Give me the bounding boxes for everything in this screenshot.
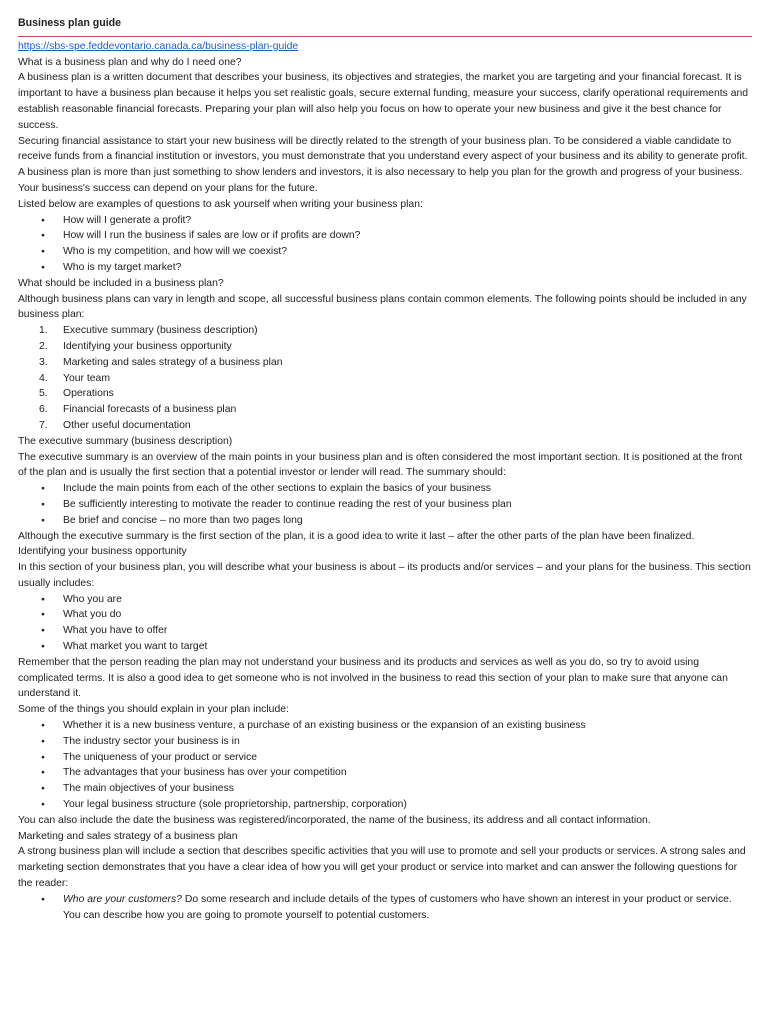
- list-emphasis: Who are your customers?: [63, 893, 182, 905]
- list-item: [18, 323, 752, 339]
- list-item: ● Who is my competition, and how will we coexist?: [18, 244, 752, 260]
- list-text: Your team: [63, 372, 110, 384]
- list-number: 7.: [39, 419, 48, 431]
- list-item: ● Your legal business structure (sole proprietorship, partnership, corporation): [18, 797, 752, 813]
- list-number: 3.: [39, 356, 48, 368]
- heading-business-opportunity: Identifying your business opportunity: [18, 546, 187, 558]
- list-item: [18, 371, 752, 387]
- list-item: ● What you have to offer: [18, 623, 752, 639]
- list-item: ● Who you are: [18, 592, 752, 608]
- paragraph: A strong business plan will include a section that describes specific activities that you will use to promote and sell your products or services. A strong sales and marketing section demonstrates that you have a clear idea of how you will get your product or service into market and can answer the following questions for the reader:: [18, 846, 746, 890]
- numbered-list-sections: [18, 323, 752, 434]
- list-number: 2.: [39, 340, 48, 352]
- list-item: ● Be brief and concise – no more than two pages long: [18, 513, 752, 529]
- list-item: [18, 892, 752, 924]
- list-item: ● What market you want to target: [18, 639, 752, 655]
- bullet-list-includes: [18, 592, 752, 655]
- list-item: [18, 402, 752, 418]
- bullet-list-questions: [18, 213, 752, 276]
- list-number: 6.: [39, 404, 48, 416]
- list-item: ● What you do: [18, 607, 752, 623]
- list-text: Marketing and sales strategy of a business plan: [63, 356, 283, 368]
- paragraph: A business plan is more than just something to show lenders and investors, it is also necessary to help you plan for the growth and progress of your business. Your business's success can depend on your plans for the future.: [18, 167, 743, 194]
- list-text: Do some research and include details of the types of customers who have shown an interest in your product or service. You can describe how you are going to promote yourself to potential customers.: [63, 893, 732, 921]
- bullet-list-summary: [18, 481, 752, 528]
- list-item: ● The main objectives of your business: [18, 781, 752, 797]
- document-page: [18, 16, 752, 923]
- list-number: 5.: [39, 388, 48, 400]
- paragraph: Although the executive summary is the first section of the plan, it is a good idea to write it last – after the other parts of the plan have been finalized.: [18, 530, 695, 542]
- paragraph: A business plan is a written document that describes your business, its objectives and strategies, the market you are targeting and your financial forecast. It is important to have a business plan because it helps you set realistic goals, secure external funding, measure your success, clarify operational requirements and establish reasonable financial forecasts. Preparing your plan will also help you focus on how to operate your new business and give it the best chance for success.: [18, 72, 749, 131]
- list-text: Identifying your business opportunity: [63, 340, 232, 352]
- paragraph: Remember that the person reading the plan may not understand your business and its products and services as well as you do, so try to avoid using complicated terms. It is also a good idea to get someone who is not involved in the business to read this section of your plan to make sure that anyone can understand it.: [18, 656, 728, 700]
- list-item: ● The advantages that your business has over your competition: [18, 765, 752, 781]
- paragraph: Securing financial assistance to start your new business will be directly related to the strength of your business plan. To be considered a viable candidate to receive funds from a financial institution or investors, you must demonstrate that you understand every aspect of your business and its ability to generate profit.: [18, 135, 748, 163]
- paragraph: You can also include the date the business was registered/incorporated, the name of the business, its address and all contact information.: [18, 814, 651, 826]
- paragraph: Some of the things you should explain in your plan include:: [18, 704, 289, 716]
- list-item: [18, 418, 752, 434]
- list-text: Financial forecasts of a business plan: [63, 404, 237, 416]
- list-item: ● Whether it is a new business venture, a purchase of an existing business or the expansion of an existing business: [18, 718, 752, 734]
- list-item: ● How will I generate a profit?: [18, 213, 752, 229]
- list-item: ● The industry sector your business is in: [18, 734, 752, 750]
- list-item: [18, 386, 752, 402]
- heading-what-is: What is a business plan and why do I need one?: [18, 56, 242, 68]
- paragraph: Listed below are examples of questions to ask yourself when writing your business plan:: [18, 198, 423, 210]
- list-item: ● Include the main points from each of the other sections to explain the basics of your business: [18, 481, 752, 497]
- list-text: Operations: [63, 388, 114, 400]
- heading-executive-summary: The executive summary (business description): [18, 435, 233, 447]
- guide-link[interactable]: https://sbs-spe.feddevontario.canada.ca/business-plan-guide: [18, 40, 299, 52]
- document-title: Business plan guide: [18, 16, 752, 37]
- bullet-list-customers: [18, 892, 752, 924]
- heading-what-included: What should be included in a business plan?: [18, 277, 224, 289]
- list-number: 1.: [39, 325, 48, 337]
- list-text: Executive summary (business description): [63, 325, 258, 337]
- list-item: ● How will I run the business if sales are low or if profits are down?: [18, 228, 752, 244]
- list-text: Other useful documentation: [63, 419, 191, 431]
- paragraph: Although business plans can vary in length and scope, all successful business plans contain common elements. The following points should be included in any business plan:: [18, 293, 747, 321]
- bullet-list-explain: [18, 718, 752, 813]
- paragraph: The executive summary is an overview of the main points in your business plan and is often considered the most important section. It is positioned at the front of the plan and is usually the first section that a potential investor or lender will read. The summary should:: [18, 451, 743, 479]
- list-item: [18, 339, 752, 355]
- list-item: ● Who is my target market?: [18, 260, 752, 276]
- paragraph: In this section of your business plan, you will describe what your business is about – its products and/or services – and your plans for the business. This section usually includes:: [18, 562, 751, 589]
- list-item: [18, 355, 752, 371]
- list-item: ● The uniqueness of your product or service: [18, 750, 752, 766]
- list-item: ● Be sufficiently interesting to motivate the reader to continue reading the rest of your business plan: [18, 497, 752, 513]
- list-number: 4.: [39, 372, 48, 384]
- heading-marketing-sales: Marketing and sales strategy of a business plan: [18, 830, 238, 842]
